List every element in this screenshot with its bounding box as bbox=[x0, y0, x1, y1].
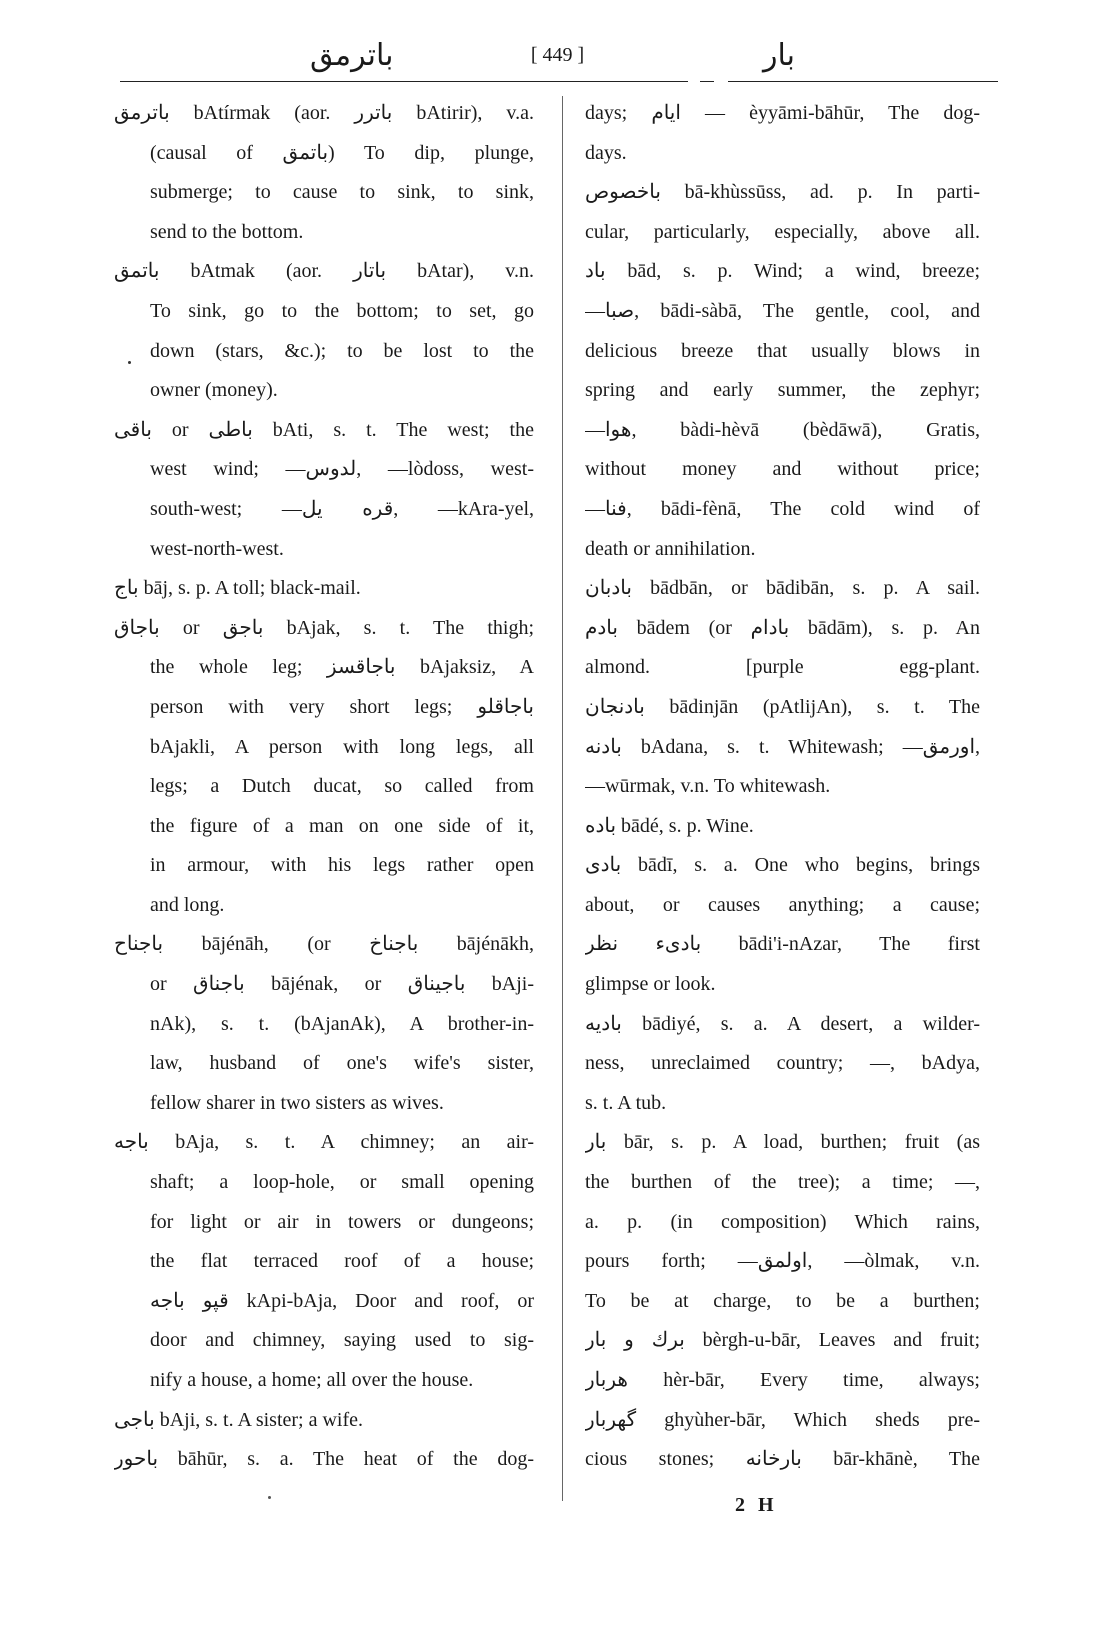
dictionary-line: delicious breeze that usually blows in bbox=[585, 339, 980, 362]
dictionary-line: nify a house, a home; all over the house. bbox=[150, 1369, 474, 1391]
left-column bbox=[114, 94, 534, 1480]
dictionary-line: باتمق bAtmak (aor. باتار bAtar), v.n. bbox=[114, 260, 534, 283]
dictionary-line: glimpse or look. bbox=[585, 973, 716, 996]
dictionary-line: about, or causes anything; a cause; bbox=[585, 893, 980, 916]
column-divider bbox=[562, 96, 563, 1501]
dictionary-line: بادم bādem (or بادام bādām), s. p. An bbox=[585, 616, 980, 639]
dictionary-line: days. bbox=[585, 141, 627, 164]
dictionary-line: باج bāj, s. p. A toll; black-mail. bbox=[114, 577, 361, 600]
dictionary-line: for light or air in towers or dungeons; bbox=[150, 1210, 534, 1233]
dictionary-line: هربار hèr-bār, Every time, always; bbox=[585, 1369, 980, 1391]
dictionary-line: برك و بار bèrgh-u-bār, Leaves and fruit; bbox=[585, 1329, 980, 1352]
header-rule-dash bbox=[700, 81, 714, 82]
dictionary-line: —صبا, bādi-sàbā, The gentle, cool, and bbox=[585, 299, 980, 322]
dictionary-line: door and chimney, saying used to sig- bbox=[150, 1329, 534, 1352]
dictionary-line: shaft; a loop-hole, or small opening bbox=[150, 1171, 534, 1194]
dictionary-line: گهربار ghyùher-bār, Which sheds pre- bbox=[585, 1408, 980, 1431]
dictionary-line: باجناح bājénāh, (or باجناخ bājénākh, bbox=[114, 933, 534, 956]
dictionary-line: the flat terraced roof of a house; bbox=[150, 1250, 534, 1273]
dictionary-line: the burthen of the tree); a time; —, bbox=[585, 1171, 980, 1194]
dictionary-line: To sink, go to the bottom; to set, go bbox=[150, 299, 534, 322]
dictionary-line: ness, unreclaimed country; —, bAdya, bbox=[585, 1052, 980, 1075]
signature-mark: 2 H bbox=[735, 1494, 778, 1516]
page-number: [ 449 ] bbox=[530, 44, 585, 66]
dictionary-line: send to the bottom. bbox=[150, 220, 304, 243]
dictionary-line: (causal of باتمق) To dip, plunge, bbox=[150, 141, 534, 164]
header-catchword-left: باترمق bbox=[310, 38, 394, 73]
header-rule bbox=[120, 81, 688, 82]
dictionary-line: days; ايام — èyyāmi-bāhūr, The dog- bbox=[585, 102, 980, 124]
dictionary-line: —فنا, bādi-fènā, The cold wind of bbox=[585, 497, 980, 520]
dictionary-line: باجه bAja, s. t. A chimney; an air- bbox=[114, 1131, 534, 1154]
dictionary-line: west-north-west. bbox=[150, 537, 284, 560]
dictionary-line: قپو باجه kApi-bAja, Door and roof, or bbox=[150, 1289, 534, 1312]
dictionary-line: بادیه bādiyé, s. a. A desert, a wilder- bbox=[585, 1012, 980, 1035]
dictionary-line: باده bādé, s. p. Wine. bbox=[585, 814, 754, 837]
dictionary-line: s. t. A tub. bbox=[585, 1091, 667, 1114]
dictionary-line: fellow sharer in two sisters as wives. bbox=[150, 1091, 444, 1114]
dictionary-line: باد bād, s. p. Wind; a wind, breeze; bbox=[585, 260, 980, 283]
dictionary-line: بادنه bAdana, s. t. Whitewash; —اورمق, bbox=[585, 735, 980, 758]
right-column bbox=[585, 94, 980, 1480]
dictionary-line: person with very short legs; باجاقلو bbox=[150, 695, 534, 718]
dictionary-line: —هوا, bàdi-hèvā (bèdāwā), Gratis, bbox=[585, 418, 980, 441]
dictionary-line: باجاق or باجق bAjak, s. t. The thigh; bbox=[114, 616, 534, 639]
dictionary-line: a. p. (in composition) Which rains, bbox=[585, 1210, 980, 1233]
dictionary-line: pours forth; —اولمق, —òlmak, v.n. bbox=[585, 1250, 980, 1273]
dictionary-line: and long. bbox=[150, 893, 225, 916]
dictionary-line: nAk), s. t. (bAjanAk), A brother-in- bbox=[150, 1012, 534, 1035]
dictionary-line: بادنجان bādinjān (pAtlijAn), s. t. The bbox=[585, 695, 980, 718]
dictionary-line: cular, particularly, especially, above all. bbox=[585, 220, 980, 243]
dictionary-line: in armour, with his legs rather open bbox=[150, 854, 534, 877]
dictionary-line: باقی or باطی bAti, s. t. The west; the bbox=[114, 418, 534, 441]
dictionary-line: بار bār, s. p. A load, burthen; fruit (as bbox=[585, 1131, 980, 1154]
dictionary-line: without money and without price; bbox=[585, 458, 980, 481]
header-catchword-right: بار bbox=[763, 38, 795, 73]
dictionary-line: or باجناق bājénak, or باجيناق bAji- bbox=[150, 973, 534, 996]
dictionary-line: cious stones; بارخانه bār-khānè, The bbox=[585, 1448, 980, 1471]
header-rule bbox=[728, 81, 998, 82]
dictionary-line: bAjakli, A person with long legs, all bbox=[150, 735, 534, 758]
dictionary-line: west wind; —لدوس, —lòdoss, west- bbox=[150, 458, 534, 481]
dictionary-line: باخصوص bā-khùssūss, ad. p. In parti- bbox=[585, 181, 980, 204]
dictionary-line: down (stars, &c.); to be lost to the bbox=[150, 339, 534, 362]
dictionary-line: law, husband of one's wife's sister, bbox=[150, 1052, 534, 1075]
dictionary-line: almond. [purple egg-plant. bbox=[585, 656, 980, 679]
dictionary-line: To be at charge, to be a burthen; bbox=[585, 1289, 980, 1312]
dictionary-line: death or annihilation. bbox=[585, 537, 756, 560]
dictionary-line: بادبان bādbān, or bādibān, s. p. A sail. bbox=[585, 577, 980, 600]
stray-mark bbox=[128, 361, 131, 364]
dictionary-line: باترمق bAtírmak (aor. باترر bAtirir), v.a. bbox=[114, 102, 534, 124]
dictionary-line: —wūrmak, v.n. To whitewash. bbox=[585, 775, 831, 798]
dictionary-line: بادیء نظر bādi'i-nAzar, The first bbox=[585, 933, 980, 956]
dictionary-line: باجی bAji, s. t. A sister; a wife. bbox=[114, 1408, 364, 1431]
dictionary-line: the figure of a man on one side of it, bbox=[150, 814, 534, 837]
dictionary-line: legs; a Dutch ducat, so called from bbox=[150, 775, 534, 798]
page-header bbox=[120, 38, 995, 78]
dictionary-line: submerge; to cause to sink, to sink, bbox=[150, 181, 534, 204]
dictionary-line: spring and early summer, the zephyr; bbox=[585, 379, 980, 402]
stray-mark bbox=[268, 1496, 271, 1499]
dictionary-line: south-west; —قره يل, —kAra-yel, bbox=[150, 497, 534, 520]
dictionary-line: بادی bādī, s. a. One who begins, brings bbox=[585, 854, 980, 877]
dictionary-line: باحور bāhūr, s. a. The heat of the dog- bbox=[114, 1448, 534, 1471]
dictionary-line: the whole leg; باجاقسز bAjaksiz, A bbox=[150, 656, 534, 679]
dictionary-line: owner (money). bbox=[150, 379, 278, 402]
